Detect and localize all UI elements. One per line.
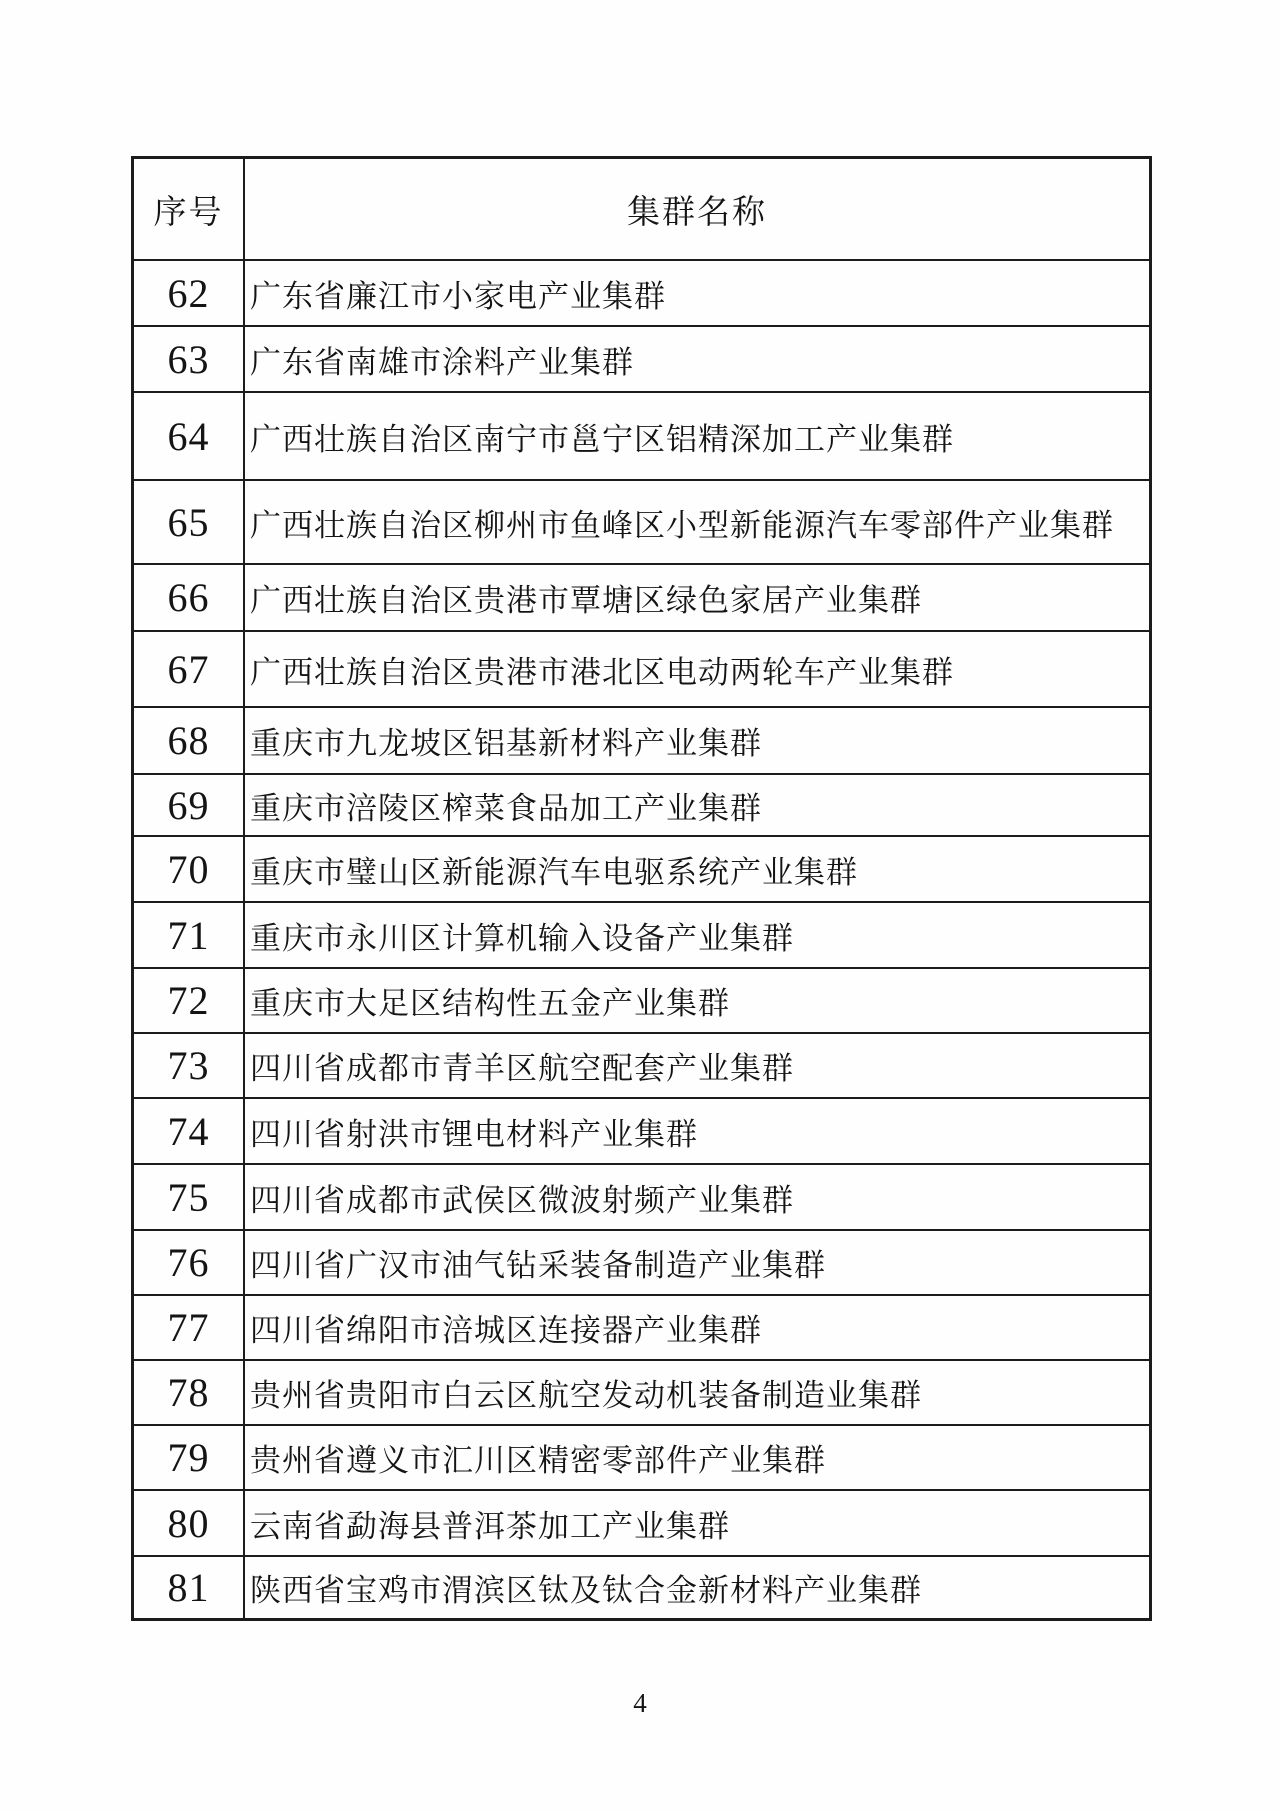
table-row	[134, 630, 1149, 706]
row-name: 四川省射洪市锂电材料产业集群	[250, 1116, 698, 1152]
table-row	[134, 1097, 1149, 1163]
row-index: 67	[134, 632, 245, 706]
table-row	[134, 835, 1149, 901]
table-row	[134, 1032, 1149, 1097]
row-index: 80	[134, 1491, 245, 1555]
table-row	[134, 391, 1149, 479]
table-row	[134, 1229, 1149, 1294]
row-index: 69	[134, 775, 245, 835]
row-index: 65	[134, 481, 245, 563]
row-index: 62	[134, 261, 245, 325]
row-name: 广西壮族自治区贵港市覃塘区绿色家居产业集群	[250, 583, 922, 618]
table-row	[134, 901, 1149, 967]
row-index: 66	[134, 565, 245, 630]
row-name: 重庆市涪陵区榨菜食品加工产业集群	[250, 790, 762, 826]
table-header-row	[134, 159, 1149, 259]
row-name: 广西壮族自治区贵港市港北区电动两轮车产业集群	[250, 654, 954, 690]
row-name: 重庆市璧山区新能源汽车电驱系统产业集群	[250, 854, 858, 890]
table-row	[134, 1555, 1149, 1618]
table-row	[134, 706, 1149, 773]
table-row	[134, 1294, 1149, 1359]
row-index: 71	[134, 903, 245, 967]
row-name: 广西壮族自治区柳州市鱼峰区小型新能源汽车零部件产业集群	[250, 507, 1114, 543]
row-index: 75	[134, 1165, 245, 1229]
table-row	[134, 1489, 1149, 1555]
row-index: 72	[134, 969, 245, 1032]
row-index: 74	[134, 1099, 245, 1163]
row-name: 重庆市大足区结构性五金产业集群	[250, 986, 730, 1021]
row-name: 四川省绵阳市涪城区连接器产业集群	[250, 1313, 762, 1348]
row-index: 79	[134, 1426, 245, 1489]
row-name: 贵州省遵义市汇川区精密零部件产业集群	[250, 1443, 826, 1478]
row-name: 广东省廉江市小家电产业集群	[250, 278, 666, 314]
row-name: 贵州省贵阳市白云区航空发动机装备制造业集群	[250, 1378, 922, 1413]
row-index: 81	[134, 1557, 245, 1618]
row-name: 四川省成都市武侯区微波射频产业集群	[250, 1182, 794, 1218]
header-index-label: 序号	[134, 159, 245, 259]
row-name: 重庆市永川区计算机输入设备产业集群	[250, 920, 794, 956]
table-row	[134, 773, 1149, 835]
row-name: 重庆市九龙坡区铝基新材料产业集群	[250, 726, 762, 761]
row-name: 广东省南雄市涂料产业集群	[250, 344, 634, 380]
row-index: 70	[134, 837, 245, 901]
row-index: 64	[134, 393, 245, 479]
row-index: 73	[134, 1034, 245, 1097]
table-row	[134, 1359, 1149, 1424]
table-row	[134, 1163, 1149, 1229]
table-row	[134, 325, 1149, 391]
row-name: 云南省勐海县普洱茶加工产业集群	[250, 1508, 730, 1544]
table-row	[134, 967, 1149, 1032]
row-index: 76	[134, 1231, 245, 1294]
table-row	[134, 563, 1149, 630]
row-name: 陕西省宝鸡市渭滨区钛及钛合金新材料产业集群	[250, 1573, 922, 1608]
row-index: 77	[134, 1296, 245, 1359]
row-index: 78	[134, 1361, 245, 1424]
row-index: 68	[134, 708, 245, 773]
row-name: 四川省广汉市油气钻采装备制造产业集群	[250, 1248, 826, 1283]
table-row	[134, 479, 1149, 563]
cluster-table	[131, 156, 1152, 1621]
table-row	[134, 1424, 1149, 1489]
page-number: 4	[633, 1688, 647, 1718]
table-body	[134, 259, 1149, 1618]
row-name: 四川省成都市青羊区航空配套产业集群	[250, 1051, 794, 1086]
row-name: 广西壮族自治区南宁市邕宁区铝精深加工产业集群	[250, 421, 954, 457]
row-index: 63	[134, 327, 245, 391]
table-row	[134, 259, 1149, 325]
header-name-label: 集群名称	[627, 194, 767, 231]
